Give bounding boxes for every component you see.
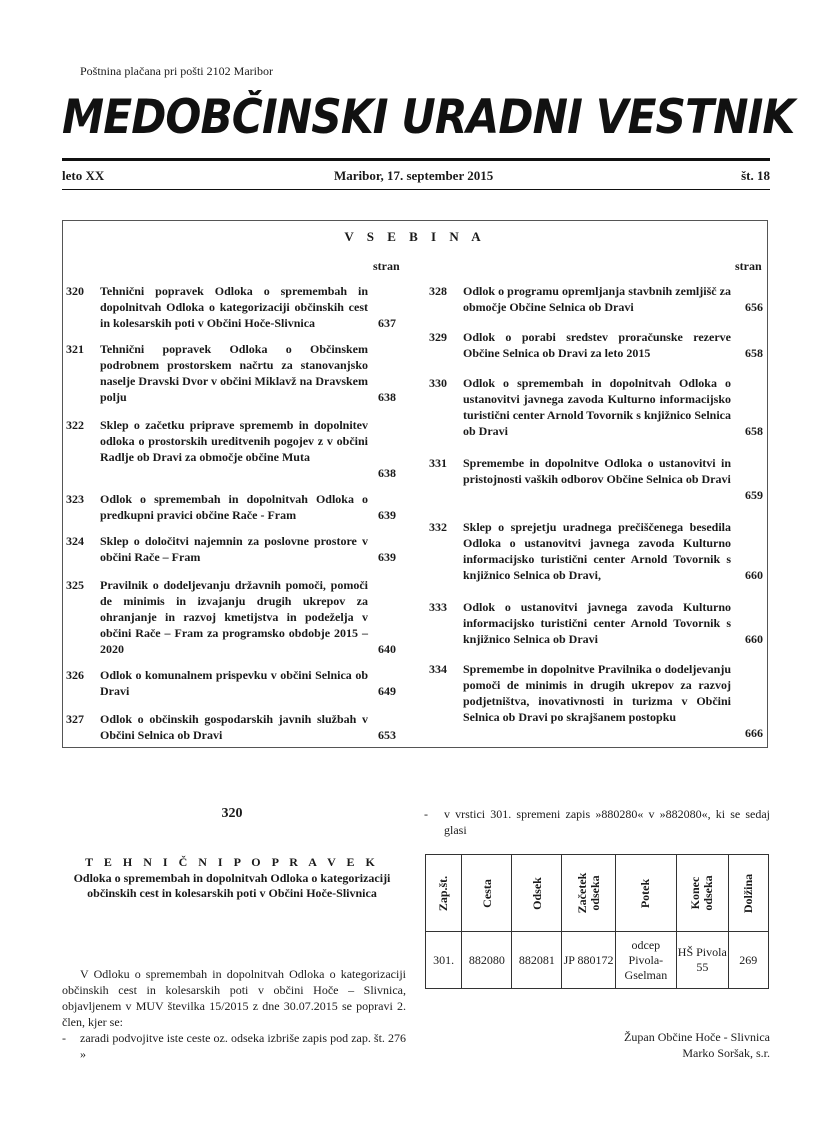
toc-entry-title: Sklep o začetku priprave sprememb in dopolnitev odloka o prostorskih ureditvenih pogojev z v občini Radlje ob Dravi za območje občine Muta — [100, 418, 368, 464]
toc-title: V S E B I N A — [344, 229, 486, 244]
table-header-cell — [426, 855, 462, 932]
toc-entry-number: 330 — [429, 376, 447, 390]
toc-entry-number: 320 — [66, 284, 84, 298]
article-bullet — [424, 806, 770, 838]
toc-entry-page: 658 — [745, 346, 763, 360]
toc-entry-page: 660 — [745, 632, 763, 646]
table-header-cell — [615, 855, 676, 932]
toc-entry-page: 638 — [378, 390, 396, 404]
masthead-title: MEDOBČINSKI URADNI VESTNIK — [62, 90, 795, 145]
toc-entry-page: 640 — [378, 642, 396, 656]
toc-entry-page: 653 — [378, 728, 396, 742]
table-header-cell — [562, 855, 615, 932]
postage-note: Poštnina plačana pri pošti 2102 Maribor — [80, 64, 273, 78]
toc-entry-title: Odlok o občinskih gospodarskih javnih službah v Občini Selnica ob Dravi — [100, 712, 368, 742]
signature-block — [560, 1029, 770, 1061]
header-rule-bottom — [62, 189, 770, 190]
table-cell: odcep Pivola-Gselman — [615, 932, 676, 989]
table-cell: 882080 — [462, 932, 512, 989]
toc-entry-title: Odlok o ustanovitvi javnega zavoda Kulturno informacijsko turistični center Arnold Tovornik s knjižnico Selnica ob Dravi — [463, 600, 731, 646]
article-bullet-text: zaradi podvojitve iste ceste oz. odseka izbriše zapis pod zap. št. 276 » — [80, 1031, 406, 1061]
toc-entry-page: 660 — [745, 568, 763, 582]
table-header-cell — [677, 855, 729, 932]
toc-entry — [429, 661, 763, 741]
toc-entry-title: Odlok o porabi sredstev proračunske rezerve Občine Selnica ob Dravi za leto 2015 — [463, 330, 731, 360]
article-paragraph: V Odloku o spremembah in dopolnitvah Odloka o kategorizaciji občinskih cest in kolesarskih poti v občini Hoče – Slivnica, objavljenem v MUV številka 15/2015 z dne 30.07.2015 se popravi 2. člen, kjer se: — [62, 967, 406, 1029]
toc-entry-number: 334 — [429, 662, 447, 676]
road-category-table — [425, 854, 769, 989]
toc-entry-page: 639 — [378, 550, 396, 564]
toc-entry-title: Odlok o spremembah in dopolnitvah Odloka o ustanovitvi javnega zavoda Kulturno informacijsko turistični center Arnold Tovornik s knjižnico Selnica ob Dravi — [463, 376, 731, 438]
table-cell: 269 — [728, 932, 768, 989]
table-header-cell — [512, 855, 562, 932]
toc-entry-title: Spremembe in dopolnitve Odloka o ustanovitvi in pristojnosti vaških odborov Občine Selnica ob Dravi — [463, 456, 731, 486]
header-label: Dolžina — [740, 873, 755, 913]
issue-number: št. 18 — [741, 168, 770, 183]
toc-entry-title: Pravilnik o dodeljevanju državnih pomoči, pomoči de minimis in izvajanju drugih ukrepov za ohranjanje in razvoj kmetijstva in podeželja v občini Rače – Fram za programsko obdobje 2015 – 2020 — [100, 578, 368, 656]
article-body — [62, 966, 406, 1062]
toc-entry — [66, 491, 396, 523]
article-bullet-right — [424, 806, 770, 838]
toc-entry-title: Odlok o spremembah in dopolnitvah Odloka o predkupni pravici občine Rače - Fram — [100, 492, 368, 522]
toc-entry-title: Sklep o sprejetju uradnega prečiščenega besedila Odloka o ustanovitvi javnega zavoda Kulturno informacijsko turistični center Arnold Tovornik s knjižnico Selnica ob Dravi, — [463, 520, 731, 582]
toc-entry-number: 324 — [66, 534, 84, 548]
article-bullet — [62, 1030, 406, 1062]
issue-date: Maribor, 17. september 2015 — [334, 168, 494, 183]
bullet-dash: - — [62, 1031, 66, 1045]
table-cell: 301. — [426, 932, 462, 989]
toc-entry — [66, 283, 396, 331]
toc-entry-number: 325 — [66, 578, 84, 592]
toc-entry — [429, 519, 763, 583]
article-subtitle: Odloka o spremembah in dopolnitvah Odloka o kategorizaciji občinskih cest in kolesarskih poti v Občini Hoče-Slivnica — [73, 871, 391, 900]
toc-entry — [429, 455, 763, 503]
toc-entry-number: 331 — [429, 456, 447, 470]
table-row — [426, 932, 769, 989]
toc-page-label-right: stran — [735, 259, 762, 273]
toc-entry-title: Tehnični popravek Odloka o Občinskem podrobnem prostorskem načrtu za stanovanjsko naselje Dravski Dvor v občini Miklavž na Dravskem polju — [100, 342, 368, 404]
toc-entry-page: 656 — [745, 300, 763, 314]
toc-entry-page: 658 — [745, 424, 763, 438]
toc-entry-title: Tehnični popravek Odloka o spremembah in dopolnitvah Odloka o kategorizaciji občinskih cest in kolesarskih poti v Občini Hoče-Slivnica — [100, 284, 368, 330]
article-title: T E H N I Č N I P O P R A V E K — [85, 855, 379, 869]
signature-office: Župan Občine Hoče - Slivnica — [624, 1030, 770, 1044]
header-label: Začetek odseka — [574, 872, 602, 913]
toc-entry — [429, 375, 763, 439]
toc-entry-title: Odlok o komunalnem prispevku v občini Selnica ob Dravi — [100, 668, 368, 698]
toc-entry-title: Spremembe in dopolnitve Pravilnika o dodeljevanju pomoči de minimis in drugih ukrepov za razvoj podjetništva, inovativnosti in turizma v Občini Selnica ob Dravi po skrajšanem postopku — [463, 662, 731, 724]
toc-entry-number: 332 — [429, 520, 447, 534]
table-header-cell — [728, 855, 768, 932]
toc-entry — [429, 599, 763, 647]
toc-entry-page: 638 — [378, 466, 396, 480]
toc-entry-number: 322 — [66, 418, 84, 432]
toc-entry — [66, 533, 396, 565]
toc-entry — [66, 711, 396, 743]
toc-entry-title: Odlok o programu opremljanja stavbnih zemljišč za območje Občine Selnica ob Dravi — [463, 284, 731, 314]
toc-entry-page: 639 — [378, 508, 396, 522]
header-label: Cesta — [479, 878, 494, 908]
toc-entry-page: 649 — [378, 684, 396, 698]
toc-entry-number: 323 — [66, 492, 84, 506]
toc-entry — [429, 283, 763, 315]
table-of-contents — [62, 220, 768, 748]
toc-entry-number: 328 — [429, 284, 447, 298]
toc-page-label-left: stran — [373, 259, 400, 273]
toc-entry-number: 326 — [66, 668, 84, 682]
article-bullet-text: v vrstici 301. spremeni zapis »880280« v »882080«, ki se sedaj glasi — [444, 807, 770, 837]
bullet-dash: - — [424, 807, 428, 821]
header-rule-top — [62, 158, 770, 161]
toc-entry-page: 666 — [745, 726, 763, 740]
article-number: 320 — [221, 806, 243, 821]
toc-entry-number: 321 — [66, 342, 84, 356]
toc-entry-title: Sklep o določitvi najemnin za poslovne prostore v občini Rače – Fram — [100, 534, 368, 564]
signature-name: Marko Soršak, s.r. — [682, 1046, 770, 1060]
table-header-cell — [462, 855, 512, 932]
issue-year: leto XX — [62, 168, 105, 183]
toc-entry — [66, 667, 396, 699]
toc-entry — [429, 329, 763, 361]
toc-entry-number: 327 — [66, 712, 84, 726]
header-label: Konec odseka — [688, 874, 716, 911]
table-header-row — [426, 855, 769, 932]
toc-entry-number: 329 — [429, 330, 447, 344]
table-cell: JP 880172 — [562, 932, 615, 989]
toc-entry-number: 333 — [429, 600, 447, 614]
header-label: Odsek — [529, 876, 544, 910]
table-cell: 882081 — [512, 932, 562, 989]
toc-entry — [66, 417, 396, 481]
toc-entry-page: 637 — [378, 316, 396, 330]
table-cell: HŠ Pivola 55 — [677, 932, 729, 989]
toc-entry-page: 659 — [745, 488, 763, 502]
toc-entry — [66, 341, 396, 405]
header-label: Zap.št. — [436, 875, 451, 911]
header-label: Potek — [638, 878, 653, 908]
toc-entry — [66, 577, 396, 657]
